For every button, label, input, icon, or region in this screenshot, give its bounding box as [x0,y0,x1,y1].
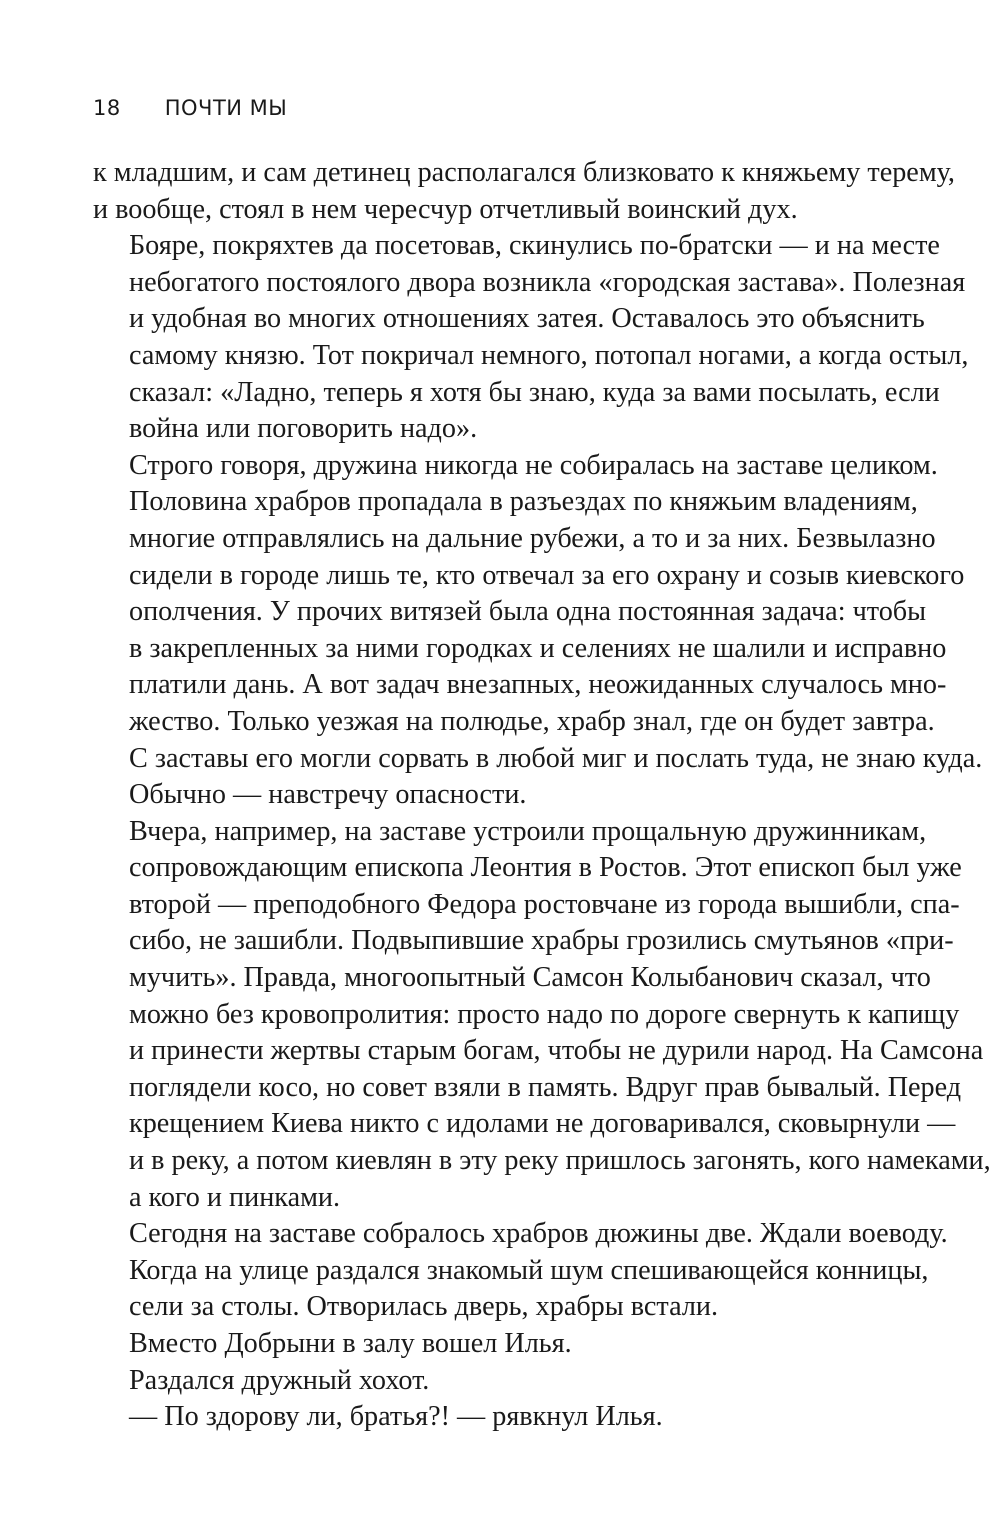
text-line: к младшим, и сам детинец располагался близковато к княжьему терему, [93,157,955,188]
text-line: и в реку, а потом киевлян в эту реку пришлось загонять, кого намеками, [129,1145,991,1177]
paragraph [93,814,991,1217]
text-line: жество. Только уезжая на полюдье, храбр знал, где он будет завтра. [129,705,935,737]
text-line: Обычно — навстречу опасности. [129,779,527,811]
text-line: поглядели косо, но совет взяли в память. Вдруг прав бывалый. Перед [129,1071,962,1103]
text-line: крещением Киева никто с идолами не договаривался, сковырнули — [129,1108,956,1140]
text-line: самому князю. Тот покричал немного, потопал ногами, а когда остыл, [129,339,969,371]
text-line: ополчения. У прочих витязей была одна постоянная задача: чтобы [129,596,927,628]
paragraph [93,1326,909,1363]
paragraph [93,1363,909,1400]
text-line: Вчера, например, на заставе устроили прощальную дружинникам, [129,815,927,847]
text-line: Половина храбров пропадала в разъездах по княжьим владениям, [129,486,918,518]
text-line: многие отправлялись на дальние рубежи, а то и за них. Безвылазно [129,522,936,554]
text-line: С заставы его могли сорвать в любой миг и послать туда, не знаю куда. [129,742,983,774]
text-line: Раздался дружный хохот. [129,1364,430,1396]
text-line: а кого и пинками. [129,1181,341,1213]
paragraph [93,448,983,814]
text-line: небогатого постоялого двора возникла «городская застава». Полезная [129,266,966,298]
running-title: ПОЧТИ МЫ [164,96,288,120]
text-line: платили дань. А вот задач внезапных, неожиданных случалось мно- [129,669,947,701]
paragraph [93,1399,909,1436]
text-line: Сегодня на заставе собралось храбров дюжины две. Ждали воеводу. [129,1218,948,1250]
text-line: сопровождающим епископа Леонтия в Ростов. Этот епископ был уже [129,852,962,884]
paragraph [93,1216,948,1326]
text-line: Когда на улице раздался знакомый шум спешивающейся конницы, [129,1254,929,1286]
text-line: мучить». Правда, многоопытный Самсон Колыбанович сказал, что [129,962,931,994]
text-line: сказал: «Ладно, теперь я хотя бы знаю, куда за вами посылать, если [129,376,940,408]
running-header [93,96,287,120]
text-line: Строго говоря, дружина никогда не собиралась на заставе целиком. [129,449,938,481]
text-line: Бояре, покряхтев да посетовав, скинулись по-братски — и на месте [129,230,940,262]
text-line: война или поговорить надо». [129,413,478,445]
paragraph [93,155,955,228]
text-line: Вместо Добрыни в залу вошел Илья. [129,1328,572,1359]
text-line: сидели в городе лишь те, кто отвечал за его охрану и созыв киевского [129,559,965,591]
text-line: второй — преподобного Федора ростовчане из города вышибли, спа- [129,888,960,920]
body-text [93,155,991,1436]
text-line: сели за столы. Отворилась дверь, храбры встали. [129,1291,719,1323]
text-line: в закрепленных за ними городках и селениях не шалили и исправно [129,632,947,664]
text-line: сибо, не зашибли. Подвыпившие храбры грозились смутьянов «при- [129,925,954,957]
text-line: — По здорову ли, братья?! — рявкнул Илья. [129,1401,663,1433]
text-line: и принести жертвы старым богам, чтобы не дурили народ. На Самсона [129,1035,984,1067]
text-line: и удобная во многих отношениях затея. Оставалось это объяснить [129,303,925,335]
page-number: 18 [93,96,121,120]
text-line: можно без кровопролития: просто надо по дороге свернуть к капищу [129,998,960,1030]
text-line: и вообще, стоял в нем чересчур отчетливый воинский дух. [93,193,798,225]
paragraph [93,228,969,448]
